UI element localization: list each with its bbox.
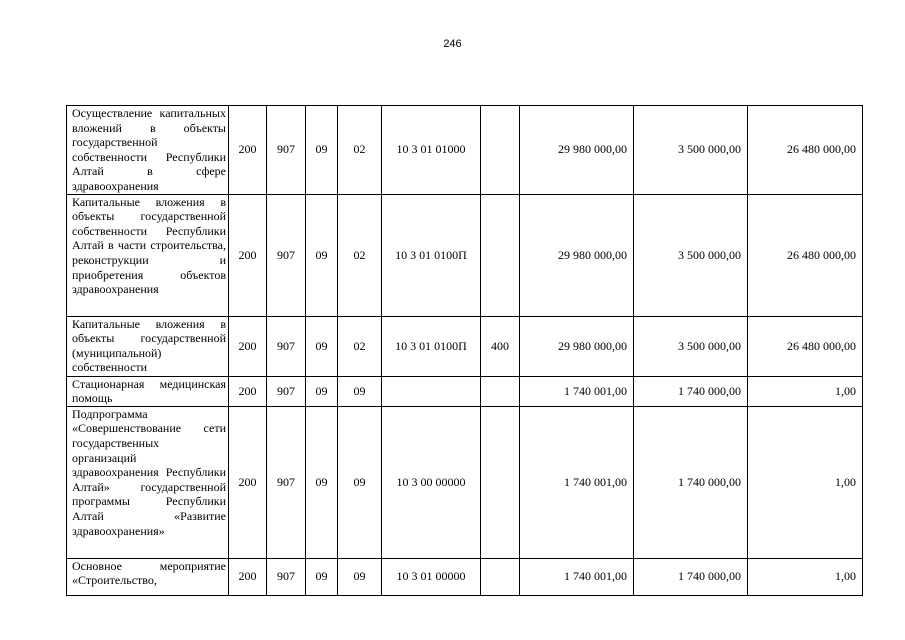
podrazdel-cell: 09 — [338, 406, 382, 558]
vedomstvo-cell: 907 — [267, 376, 306, 406]
sum1-cell: 1 740 001,00 — [520, 406, 634, 558]
podrazdel-cell: 02 — [338, 316, 382, 376]
sum2-cell: 1 740 000,00 — [634, 376, 748, 406]
sum2-cell: 3 500 000,00 — [634, 106, 748, 195]
vr-cell — [481, 558, 520, 595]
csr-cell: 10 3 01 01000 — [382, 106, 481, 195]
row-name: Основное мероприятие «Строительство, — [67, 558, 229, 595]
budget-table — [66, 105, 863, 596]
razdel-cell: 09 — [306, 316, 338, 376]
sum1-cell: 1 740 001,00 — [520, 558, 634, 595]
grbs-cell: 200 — [229, 376, 267, 406]
sum3-cell: 26 480 000,00 — [748, 316, 863, 376]
sum1-cell: 29 980 000,00 — [520, 106, 634, 195]
vedomstvo-cell: 907 — [267, 558, 306, 595]
sum3-cell: 26 480 000,00 — [748, 106, 863, 195]
sum1-cell: 29 980 000,00 — [520, 194, 634, 316]
table-row — [67, 316, 863, 376]
table-row — [67, 376, 863, 406]
grbs-cell: 200 — [229, 406, 267, 558]
razdel-cell: 09 — [306, 406, 338, 558]
podrazdel-cell: 09 — [338, 376, 382, 406]
sum2-cell: 3 500 000,00 — [634, 194, 748, 316]
row-name: Осуществление капитальных вложений в объекты государственной собственности Республики Алтай в сфере здравоохранения — [67, 106, 229, 195]
vedomstvo-cell: 907 — [267, 406, 306, 558]
vr-cell — [481, 376, 520, 406]
page-number: 246 — [443, 38, 462, 50]
csr-cell — [382, 376, 481, 406]
razdel-cell: 09 — [306, 558, 338, 595]
grbs-cell: 200 — [229, 194, 267, 316]
csr-cell: 10 3 01 0100П — [382, 316, 481, 376]
sum2-cell: 1 740 000,00 — [634, 558, 748, 595]
sum1-cell: 1 740 001,00 — [520, 376, 634, 406]
row-name: Капитальные вложения в объекты государственной (муниципальной) собственности — [67, 316, 229, 376]
razdel-cell: 09 — [306, 376, 338, 406]
vr-cell — [481, 194, 520, 316]
row-name: Подпрограмма «Совершенствование сети государственных организаций здравоохранения Республики Алтай» государственной программы Республики Алтай «Развитие здравоохранения» — [67, 406, 229, 558]
table-row — [67, 406, 863, 558]
sum1-cell: 29 980 000,00 — [520, 316, 634, 376]
razdel-cell: 09 — [306, 194, 338, 316]
vr-cell: 400 — [481, 316, 520, 376]
table-row — [67, 194, 863, 316]
csr-cell: 10 3 01 00000 — [382, 558, 481, 595]
vedomstvo-cell: 907 — [267, 316, 306, 376]
vr-cell — [481, 406, 520, 558]
sum2-cell: 1 740 000,00 — [634, 406, 748, 558]
sum2-cell: 3 500 000,00 — [634, 316, 748, 376]
sum3-cell: 26 480 000,00 — [748, 194, 863, 316]
table-row — [67, 558, 863, 595]
table-row — [67, 106, 863, 195]
razdel-cell: 09 — [306, 106, 338, 195]
sum3-cell: 1,00 — [748, 558, 863, 595]
sum3-cell: 1,00 — [748, 406, 863, 558]
grbs-cell: 200 — [229, 316, 267, 376]
podrazdel-cell: 09 — [338, 558, 382, 595]
grbs-cell: 200 — [229, 106, 267, 195]
podrazdel-cell: 02 — [338, 194, 382, 316]
vr-cell — [481, 106, 520, 195]
podrazdel-cell: 02 — [338, 106, 382, 195]
csr-cell: 10 3 01 0100П — [382, 194, 481, 316]
sum3-cell: 1,00 — [748, 376, 863, 406]
vedomstvo-cell: 907 — [267, 106, 306, 195]
row-name: Стационарная медицинская помощь — [67, 376, 229, 406]
grbs-cell: 200 — [229, 558, 267, 595]
vedomstvo-cell: 907 — [267, 194, 306, 316]
csr-cell: 10 3 00 00000 — [382, 406, 481, 558]
row-name: Капитальные вложения в объекты государственной собственности Республики Алтай в части строительства, реконструкции и приобретения объектов здравоохранения — [67, 194, 229, 316]
